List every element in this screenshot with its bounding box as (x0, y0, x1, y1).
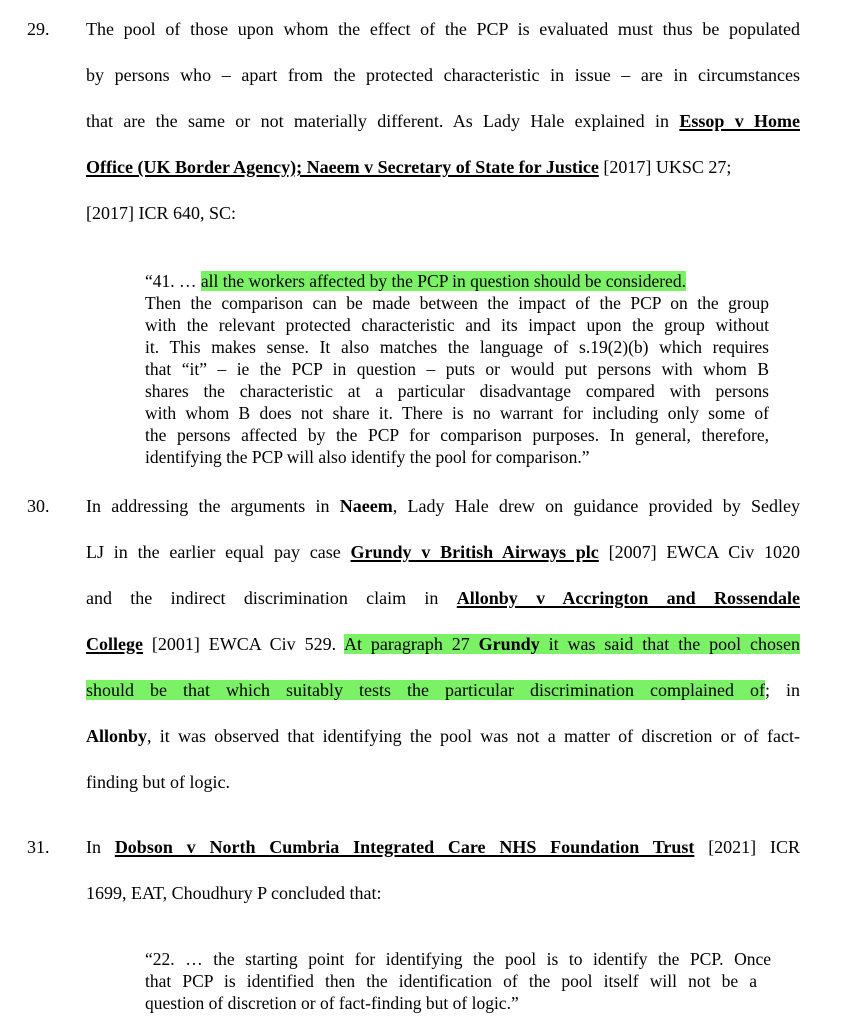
text: “41. … (145, 271, 201, 291)
quote-41-line-8: the persons affected by the PCP for comparison purposes. In general, therefore, (145, 425, 769, 445)
text: In addressing the arguments in (86, 496, 340, 516)
paragraph-30-line-4 (86, 633, 800, 655)
highlighted-case-name-grundy: Grundy (478, 634, 540, 654)
highlighted-text: it was said that the pool chosen (539, 634, 800, 654)
highlighted-text: all the workers affected by the PCP in question should be considered. (200, 271, 686, 291)
text: ; in (764, 680, 800, 700)
quote-41-line-3: with the relevant protected characteristic and its impact upon the group without (145, 315, 769, 335)
highlighted-text: At paragraph 27 (344, 634, 479, 654)
paragraph-31-line-2: 1699, EAT, Choudhury P concluded that: (86, 883, 382, 903)
quote-41-line-4: it. This makes sense. It also matches the language of s.19(2)(b) which requires (145, 337, 769, 357)
text: that are the same or not materially different. As Lady Hale explained in (86, 111, 680, 131)
paragraph-29-line-3 (86, 110, 800, 132)
highlighted-text: should be that which suitably tests the particular discrimination complained of (86, 680, 765, 700)
case-citation-allonby: Allonby v Accrington and Rossendale (456, 588, 801, 608)
paragraph-30-line-2 (86, 541, 800, 563)
paragraph-30-line-1 (86, 495, 800, 517)
paragraph-30-line-6 (86, 725, 800, 747)
paragraph-30-line-7: finding but of logic. (86, 772, 230, 792)
case-citation-essop: Essop v Home (679, 111, 801, 131)
text: , Lady Hale drew on guidance provided by Sedley (392, 496, 801, 516)
quote-22-line-3: question of discretion or of fact-finding but of logic.” (145, 993, 519, 1013)
text: [2021] ICR (694, 837, 800, 857)
paragraph-29-line-1: The pool of those upon whom the effect of the PCP is evaluated must thus be populated (86, 19, 800, 39)
paragraph-number: 30. (27, 496, 50, 516)
text: [2001] EWCA Civ 529. (142, 634, 344, 654)
paragraph-number: 31. (27, 837, 50, 857)
paragraph-30-line-5 (86, 679, 800, 701)
paragraph-29-line-2: by persons who – apart from the protected characteristic in issue – are in circumstances (86, 65, 800, 85)
text: , it was observed that identifying the pool was not a matter of discretion or of fact- (147, 726, 800, 746)
text: [2007] EWCA Civ 1020 (598, 542, 801, 562)
quote-41-line-7: with whom B does not share it. There is no warrant for including only some of (145, 403, 769, 423)
quote-41-line-2: Then the comparison can be made between the impact of the PCP on the group (145, 293, 769, 313)
paragraph-29-line-5: [2017] ICR 640, SC: (86, 203, 237, 223)
quote-41-line-5: that “it” – ie the PCP in question – puts or would put persons with whom B (145, 359, 769, 379)
text: LJ in the earlier equal pay case (86, 542, 351, 562)
case-name-allonby: Allonby (86, 726, 148, 746)
quote-22-line-1: “22. … the starting point for identifying the pool is to identify the PCP. Once (145, 949, 771, 969)
text: In (86, 837, 115, 857)
quote-22-line-2: that PCP is identified then the identification of the pool itself will not be a (145, 971, 757, 991)
paragraph-31-line-1 (86, 836, 800, 858)
case-citation-essop-naeem: Office (UK Border Agency); Naeem v Secretary of State for Justice (86, 157, 599, 177)
paragraph-30-line-3 (86, 587, 800, 609)
quote-41-line-6: shares the characteristic at a particular disadvantage compared with persons (145, 381, 769, 401)
text: and the indirect discrimination claim in (86, 588, 457, 608)
case-name-naeem: Naeem (339, 496, 393, 516)
case-citation-grundy: Grundy v British Airways plc (350, 542, 599, 562)
case-citation-allonby-college: College (86, 634, 143, 654)
text: [2017] UKSC 27; (598, 157, 732, 177)
paragraph-29-line-4 (86, 156, 731, 178)
paragraph-number: 29. (27, 19, 50, 39)
case-citation-dobson: Dobson v North Cumbria Integrated Care NHS Foundation Trust (114, 837, 695, 857)
quote-41-line-9: identifying the PCP will also identify the pool for comparison.” (145, 447, 590, 467)
quote-41-line-1 (145, 270, 686, 292)
